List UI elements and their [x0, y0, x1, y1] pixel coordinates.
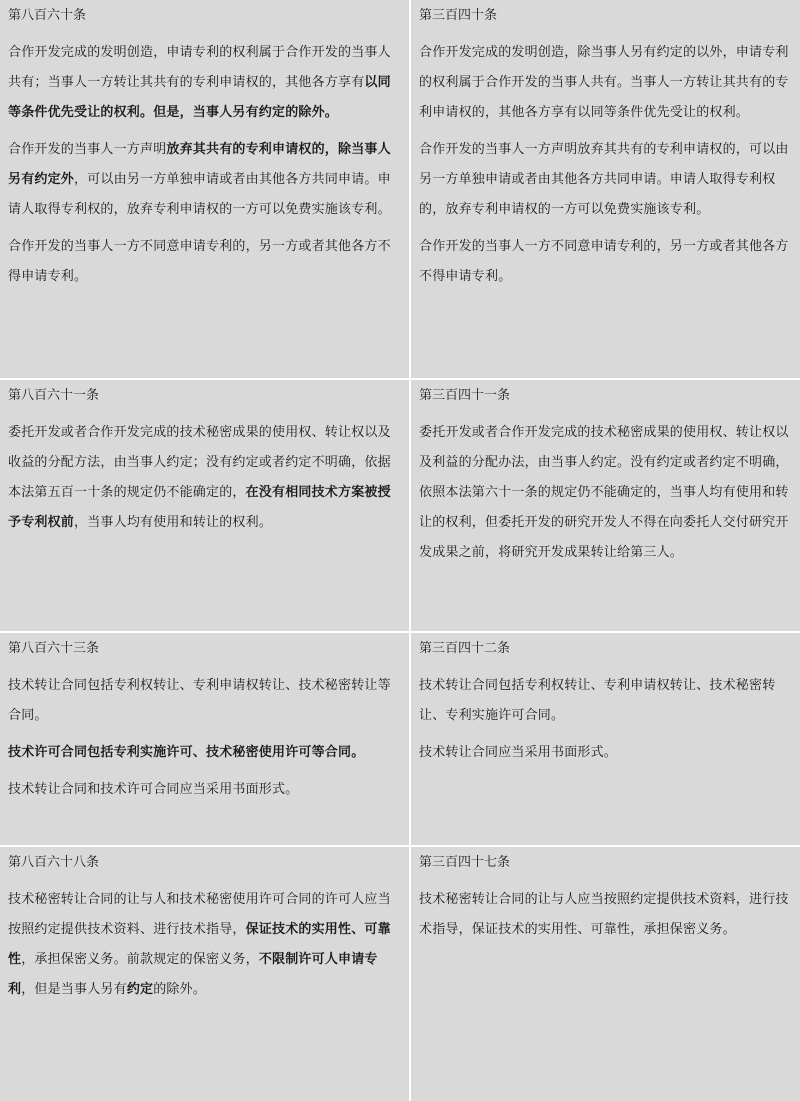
article-heading: 第三百四十条	[419, 8, 498, 23]
emphasized-text: 在没有相同技术方案被授予专利权前	[8, 485, 391, 530]
emphasized-text: 约定	[126, 982, 154, 997]
paragraph-text: 合作开发的当事人一方不同意申请专利的，另一方或者其他各方不得申请专利。	[419, 239, 789, 284]
paragraph-text: 委托开发或者合作开发完成的技术秘密成果的使用权、转让权以及收益的分配方法，由当事人约定；没有约定或者约定不明确，依据本法第五百一十条的规定仍不能确定的，	[8, 425, 391, 500]
paragraph-text: 合作开发完成的发明创造，申请专利的权利属于合作开发的当事人共有；当事人一方转让其共有的专利申请权的，其他各方享有	[8, 45, 391, 90]
paragraph-text: 技术转让合同和技术许可合同应当采用书面形式。	[8, 782, 299, 797]
paragraph-text: ，可以由另一方单独申请或者由其他各方共同申请。申请人取得专利权的，放弃专利申请权的一方可以免费实施该专利。	[8, 172, 391, 217]
article-body	[419, 885, 792, 945]
article-paragraph	[419, 135, 792, 225]
paragraph-text: 合作开发完成的发明创造，除当事人另有约定的以外，申请专利的权利属于合作开发的当事人共有。当事人一方转让其共有的专利申请权的，其他各方享有以同等条件优先受让的权利。	[419, 45, 789, 120]
article-paragraph	[8, 885, 401, 1005]
paragraph-text: 合作开发的当事人一方声明放弃其共有的专利申请权的，可以由另一方单独申请或者由其他各方共同申请。申请人取得专利权的，放弃专利申请权的一方可以免费实施该专利。	[419, 142, 789, 217]
article-heading: 第八百六十条	[8, 8, 87, 23]
paragraph-text: 委托开发或者合作开发完成的技术秘密成果的使用权、转让权以及利益的分配办法，由当事人约定。没有约定或者约定不明确，依照本法第六十一条的规定仍不能确定的，当事人均有使用和转让的权利，但委托开发的研究开发人不得在向委托人交付研究开发成果之前，将研究开发成果转让给第三人。	[419, 425, 789, 560]
article-paragraph	[8, 38, 401, 128]
emphasized-text: 以同等条件优先受让的权利。但是，当事人另有约定的除外。	[8, 75, 391, 120]
paragraph-text: 技术秘密转让合同的让与人和技术秘密使用许可合同的许可人应当按照约定提供技术资料、进行技术指导，	[8, 892, 391, 937]
article-paragraph	[419, 738, 792, 768]
emphasized-text: 技术许可合同包括专利实施许可、技术秘密使用许可等合同。	[8, 745, 365, 760]
emphasized-text: 不限制许可人申请专利	[8, 952, 378, 997]
paragraph-text: 的除外。	[153, 982, 207, 997]
paragraph-text: 合作开发的当事人一方声明	[8, 142, 167, 157]
article-paragraph	[8, 135, 401, 225]
article-heading: 第八百六十八条	[8, 855, 100, 870]
article-body	[419, 38, 792, 292]
article-body	[419, 418, 792, 568]
article-paragraph	[419, 418, 792, 568]
paragraph-text: 技术转让合同应当采用书面形式。	[419, 745, 618, 760]
row2-left-cell	[0, 380, 409, 631]
article-paragraph	[419, 885, 792, 945]
row1-left-cell	[0, 0, 409, 378]
article-body	[8, 885, 401, 1005]
row3-right-cell	[411, 633, 800, 845]
article-body	[8, 38, 401, 292]
paragraph-text: ，但是当事人另有	[21, 982, 127, 997]
article-paragraph	[8, 232, 401, 292]
article-heading: 第八百六十一条	[8, 388, 100, 403]
article-paragraph	[8, 671, 401, 731]
paragraph-text: 合作开发的当事人一方不同意申请专利的，另一方或者其他各方不得申请专利。	[8, 239, 391, 284]
article-paragraph	[8, 738, 401, 768]
row4-left-cell	[0, 847, 409, 1101]
paragraph-text: 技术转让合同包括专利权转让、专利申请权转让、技术秘密转让、专利实施许可合同。	[419, 678, 776, 723]
article-heading: 第八百六十三条	[8, 641, 100, 656]
article-heading: 第三百四十七条	[419, 855, 511, 870]
row1-right-cell	[411, 0, 800, 378]
article-body	[419, 671, 792, 768]
article-paragraph	[419, 232, 792, 292]
paragraph-text: ，当事人均有使用和转让的权利。	[74, 515, 273, 530]
emphasized-text: 保证技术的实用性、可靠性	[8, 922, 391, 967]
emphasized-text: 放弃其共有的专利申请权的，除当事人另有约定外	[8, 142, 391, 187]
article-heading: 第三百四十一条	[419, 388, 511, 403]
row3-left-cell	[0, 633, 409, 845]
article-paragraph	[8, 775, 401, 805]
article-body	[8, 671, 401, 805]
paragraph-text: 技术秘密转让合同的让与人应当按照约定提供技术资料，进行技术指导，保证技术的实用性、可靠性，承担保密义务。	[419, 892, 789, 937]
row2-right-cell	[411, 380, 800, 631]
article-paragraph	[419, 671, 792, 731]
article-paragraph	[419, 38, 792, 128]
row4-right-cell	[411, 847, 800, 1101]
paragraph-text: 技术转让合同包括专利权转让、专利申请权转让、技术秘密转让等合同。	[8, 678, 391, 723]
paragraph-text: ，承担保密义务。前款规定的保密义务，	[21, 952, 259, 967]
article-paragraph	[8, 418, 401, 538]
article-heading: 第三百四十二条	[419, 641, 511, 656]
article-body	[8, 418, 401, 538]
